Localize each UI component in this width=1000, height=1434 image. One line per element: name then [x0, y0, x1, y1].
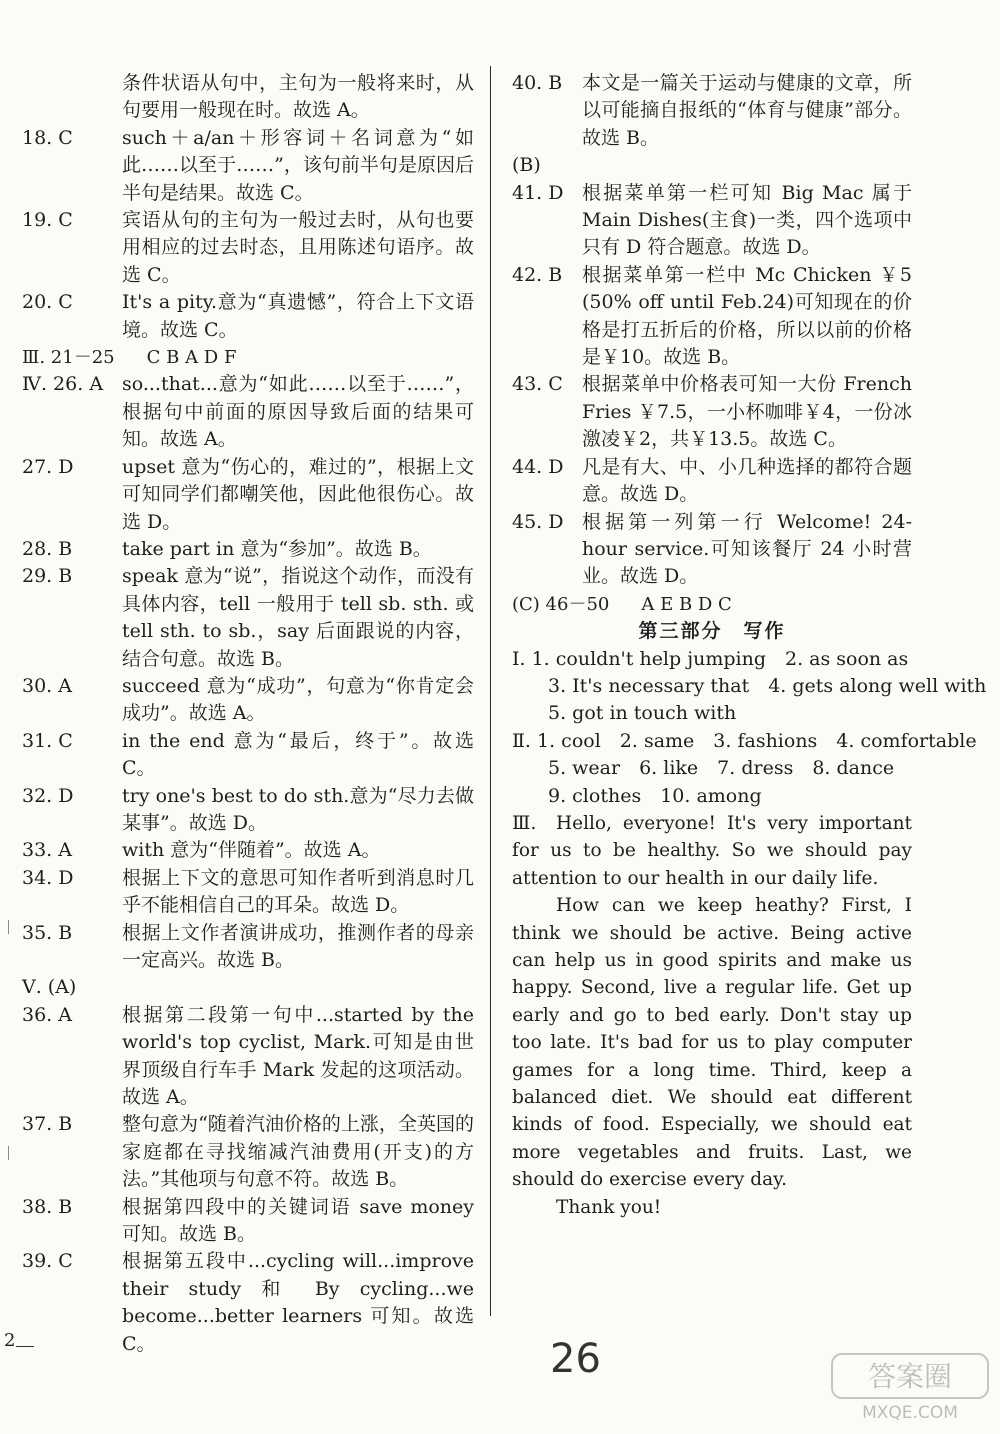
item-explanation: 本文是一篇关于运动与健康的文章，所以可能摘自报纸的“体育与健康”部分。故选 B。 [582, 72, 912, 149]
item-explanation: 凡是有大、中、小几种选择的都符合题意。故选 D。 [582, 455, 912, 506]
item-explanation: 根据第二段第一句中...started by the world's top cyclist, Mark.可知是由世界顶级自行车手 Mark 发起的这项活动。故选 A。 [122, 1003, 474, 1109]
item-explanation: It's a pity.意为“真遗憾”，符合上下文语境。故选 C。 [122, 291, 474, 341]
answer-item [22, 783, 474, 838]
part-label: Ⅰ. [512, 647, 526, 670]
item-number: 44. D [512, 455, 564, 478]
answer-item [512, 70, 912, 152]
answer-line: 3. It's necessary that 4. gets along well with [548, 674, 987, 697]
answer-line: 9. clothes 10. among [548, 784, 762, 807]
essay [512, 810, 912, 1221]
section-number: (C) 46－50 [512, 593, 610, 615]
writing-part-2 [512, 728, 977, 755]
item-number: 28. B [22, 537, 73, 560]
item-number: 19. C [22, 209, 73, 232]
section-label [22, 974, 474, 1001]
answer-item [512, 180, 912, 262]
item-number: 20. C [22, 291, 73, 314]
item-number: 31. C [22, 729, 73, 752]
answer-line: 1. couldn't help jumping 2. as soon as [531, 647, 909, 670]
item-number: 29. B [22, 565, 73, 588]
item-explanation: 根据菜单中价格表可知一大份 French Fries ￥7.5，一小杯咖啡￥4，一份冰激凌￥2，共￥13.5。故选 C。 [582, 373, 912, 451]
item-number: 35. B [22, 921, 73, 944]
page-number: 2 [4, 1330, 16, 1351]
answer-item [22, 563, 474, 673]
answer-item [512, 509, 912, 591]
item-explanation: succeed 意为“成功”，句意为“你肯定会成功”。故选 A。 [122, 674, 474, 725]
item-explanation: 宾语从句的主句为一般过去时，从句也要用相应的过去时态，且用陈述句语序。故选 C。 [122, 209, 474, 286]
item-number: 34. D [22, 866, 74, 889]
answer-item [22, 289, 474, 344]
answer-item [22, 371, 474, 453]
answer-item [22, 536, 474, 563]
answer-item [22, 1002, 474, 1112]
column-divider [490, 66, 491, 1316]
answer-item [512, 262, 912, 372]
section-label-text: (B) [512, 154, 541, 177]
answer-item [512, 454, 912, 509]
answer-item [22, 920, 474, 975]
item-explanation: 根据菜单第一栏中 Mc Chicken ￥5 (50% off until Feb.24)可知现在的价格是打五折后的价格，所以以前的价格是￥10。故选 B。 [582, 263, 912, 369]
part-label: Ⅲ. [512, 811, 537, 834]
item-explanation: 根据上下文的意思可知作者听到消息时几乎不能相信自己的耳朵。故选 D。 [122, 866, 474, 917]
page-number-rule [16, 1346, 34, 1347]
writing-part-1 [512, 646, 912, 673]
answer-item [22, 865, 474, 920]
watermark-url: MXQE.COM [862, 1403, 958, 1422]
item-explanation: with 意为“伴随着”。故选 A。 [122, 839, 381, 862]
answer-item [22, 70, 474, 125]
margin-mark [8, 920, 9, 934]
item-number: 27. D [22, 455, 74, 478]
item-explanation: 根据上文作者演讲成功，推测作者的母亲一定高兴。故选 B。 [122, 921, 474, 971]
item-explanation: in the end 意为“最后，终于”。故选 C。 [122, 729, 474, 780]
answer-group [22, 344, 474, 371]
item-number: Ⅳ. 26. A [22, 373, 104, 396]
section-number: Ⅲ. 21－25 [22, 347, 115, 369]
watermark-logo [830, 1352, 990, 1422]
writing-heading: 第三部分 写作 [638, 620, 786, 643]
item-number: 41. D [512, 181, 564, 204]
answer-item [22, 1194, 474, 1249]
answer-item [22, 207, 474, 289]
essay-paragraph: Thank you! [556, 1196, 662, 1218]
answer-item [22, 454, 474, 536]
item-explanation: take part in 意为“参加”。故选 B。 [122, 537, 432, 560]
writing-part-3 [512, 810, 912, 1221]
item-number: 30. A [22, 674, 72, 697]
handwritten-page-number: 26 [550, 1336, 601, 1382]
answer-item [22, 728, 474, 783]
essay-paragraph: How can we keep heathy? First, I think we should be active. Being active can help us in good spirits and make us happy. Second, live a regular life. Get up early and go to bed early. Don't stay up too late. It's bad for us to play computer games for a long time. Third, keep a balanced diet. We should eat different kinds of food. Especially, we should eat more vegetables and fruits. Last, we should do exercise every day. [512, 895, 912, 1191]
item-number: 32. D [22, 784, 74, 807]
item-explanation: speak 意为“说”，指说这个动作，而没有具体内容，tell 一般用于 tell sb. sth. 或 tell sth. to sb.，say 后面跟说的内容，结合句意。故选 B。 [122, 565, 474, 670]
answer-item [22, 837, 474, 864]
answer-group [512, 591, 912, 618]
item-number: 37. B [22, 1113, 73, 1136]
item-number: 18. C [22, 126, 73, 149]
answer-item [512, 371, 912, 453]
watermark-title: 答案圈 [867, 1360, 953, 1393]
item-number: 36. A [22, 1003, 72, 1026]
item-number: 33. A [22, 839, 72, 862]
item-explanation: 条件状语从句中，主句为一般将来时，从句要用一般现在时。故选 A。 [122, 72, 474, 122]
part-label: Ⅱ. [512, 729, 531, 752]
answer-item [22, 1248, 474, 1358]
item-explanation: try one's best to do sth.意为“尽力去做某事”。故选 D。 [122, 784, 474, 834]
answer-item [22, 1111, 474, 1193]
left-column [22, 70, 474, 1358]
margin-mark [8, 1146, 9, 1160]
item-explanation: 根据第五段中...cycling will...improve their study 和 By cycling...we become...better learners 可知。故选 C。 [122, 1250, 474, 1355]
answer-item [22, 673, 474, 728]
item-number: 43. C [512, 373, 563, 396]
item-explanation: 根据第一列第一行 Welcome! 24-hour service.可知该餐厅 24 小时营业。故选 D。 [582, 510, 912, 588]
answer-letters: C B A D F [146, 347, 237, 369]
answer-line: 5. wear 6. like 7. dress 8. dance [548, 757, 895, 780]
item-number: 40. B [512, 72, 563, 94]
section-label-text: Ⅴ. (A) [22, 976, 77, 999]
item-explanation: 整句意为“随着汽油价格的上涨，全英国的家庭都在寻找缩减汽油费用(开支)的方法。”其他项与句意不符。故选 B。 [122, 1113, 474, 1191]
answer-line: 1. cool 2. same 3. fashions 4. comfortable [537, 729, 977, 752]
item-number: 38. B [22, 1195, 73, 1218]
right-column [512, 70, 987, 1221]
item-number: 45. D [512, 510, 564, 533]
section-label [512, 152, 912, 179]
item-explanation: 根据第四段中的关键词语 save money 可知。故选 B。 [122, 1195, 474, 1246]
answer-letters: A E B D C [641, 593, 732, 615]
item-explanation: upset 意为“伤心的，难过的”，根据上文可知同学们都嘲笑他，因此他很伤心。故选 D。 [122, 455, 474, 533]
answer-line: 5. got in touch with [548, 702, 737, 725]
item-explanation: such＋a/an＋形容词＋名词意为“如此……以至于……”，该句前半句是原因后半句是结果。故选 C。 [122, 126, 474, 204]
item-explanation: so...that...意为“如此……以至于……”，根据句中前面的原因导致后面的结果可知。故选 A。 [122, 373, 474, 451]
essay-paragraph: Hello, everyone! It's very important for us to be healthy. So we should pay attention to our health in our daily life. [512, 812, 912, 889]
item-number: 42. B [512, 263, 563, 286]
item-explanation: 根据菜单第一栏可知 Big Mac 属于 Main Dishes(主食)一类，四个选项中只有 D 符合题意。故选 D。 [582, 181, 912, 259]
answer-item [22, 125, 474, 207]
item-number: 39. C [22, 1250, 73, 1273]
